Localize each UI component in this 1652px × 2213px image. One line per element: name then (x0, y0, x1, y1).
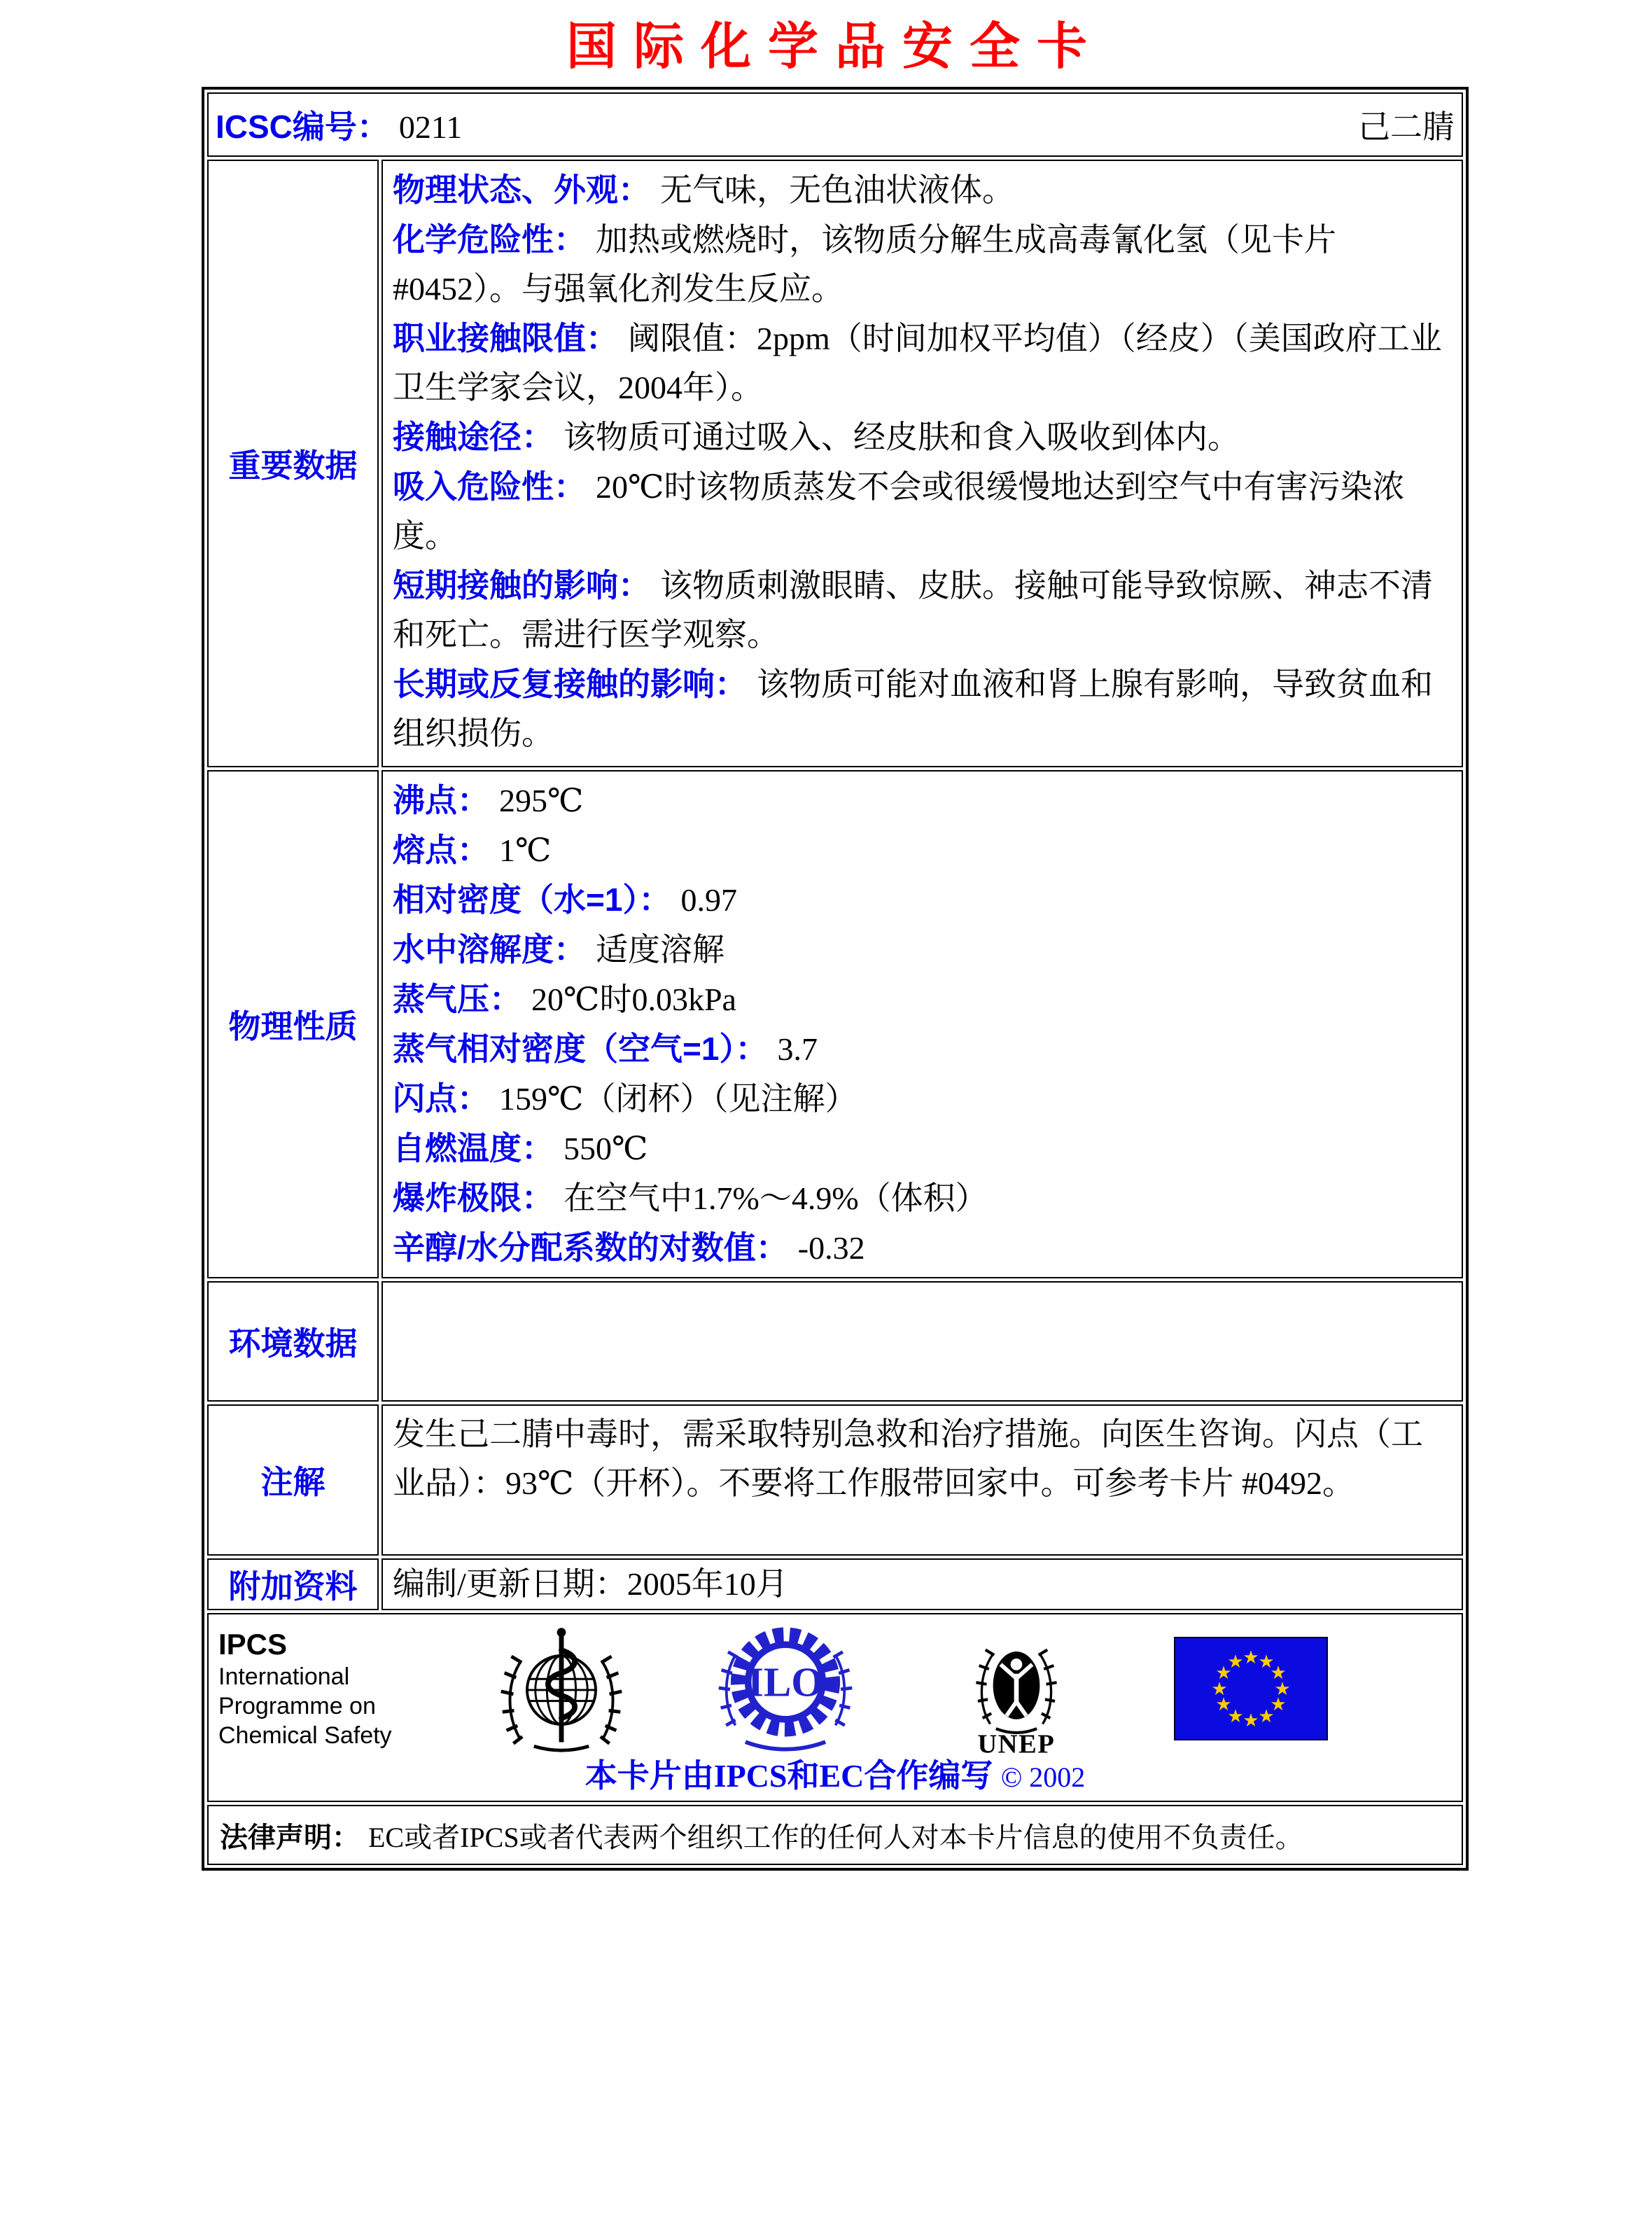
section-row-environmental-data (207, 1281, 1463, 1402)
section-label-environmental-data: 环境数据 (207, 1281, 379, 1402)
entry-label: 水中溶解度： (393, 931, 586, 968)
ilo-logo-text: ILO (747, 1659, 824, 1705)
svg-text:★: ★ (1270, 1663, 1287, 1683)
header-row (207, 92, 1463, 157)
icsc-number-group (216, 102, 462, 148)
chemical-name: 己二腈 (1358, 109, 1455, 145)
entry-line (393, 875, 1452, 925)
unep-logo-icon (911, 1620, 1121, 1757)
section-label-important-data: 重要数据 (207, 160, 379, 767)
svg-text:★: ★ (1274, 1679, 1291, 1699)
entry-text: 20℃时0.03kPa (531, 982, 736, 1017)
entry-text: 该物质可通过吸入、经皮肤和食入吸收到体内。 (564, 419, 1240, 455)
section-content-physical-properties (382, 770, 1463, 1278)
ilo-logo-icon (673, 1619, 897, 1759)
section-label-notes: 注解 (207, 1404, 379, 1556)
entry-text: 适度溶解 (596, 932, 724, 968)
svg-text:★: ★ (1227, 1652, 1244, 1672)
entry-line (393, 561, 1452, 659)
entry-label: 职业接触限值： (393, 320, 618, 356)
physical-entries (393, 776, 1452, 1273)
entry-text: 1℃ (499, 832, 552, 868)
entry-line (393, 462, 1452, 561)
entry-label: 沸点： (393, 782, 489, 818)
entry-line (393, 1173, 1452, 1223)
ipcs-line: International (218, 1663, 350, 1690)
section-label-additional-info: 附加资料 (207, 1558, 379, 1610)
svg-text:★: ★ (1242, 1710, 1259, 1731)
entry-label: 蒸气压： (393, 981, 522, 1017)
section-content-environmental-data (382, 1281, 1463, 1402)
section-row-notes (207, 1404, 1463, 1556)
entry-line (393, 412, 1452, 462)
section-content-notes: 发生己二腈中毒时，需采取特别急救和治疗措施。向医生咨询。闪点（工业品）：93℃（开杯）。不要将工作服带回家中。可参考卡片 #0492。 (382, 1404, 1463, 1556)
entry-line (393, 776, 1452, 825)
entry-text: 550℃ (564, 1131, 648, 1166)
entry-line (393, 925, 1452, 975)
entry-line (393, 1074, 1452, 1124)
legal-row (207, 1805, 1463, 1865)
entry-line (393, 1024, 1452, 1074)
section-label-physical-properties: 物理性质 (207, 770, 379, 1278)
page-title: 国际化学品安全卡 (566, 16, 1104, 76)
icsc-table (202, 87, 1469, 1871)
header-cell (207, 92, 1463, 157)
icsc-number-label: ICSC编号： (216, 109, 389, 145)
legal-text: EC或者IPCS或者代表两个组织工作的任何人对本卡片信息的使用不负责任。 (368, 1821, 1303, 1853)
entry-text: 无气味，无色油状液体。 (660, 172, 1014, 208)
entry-label: 辛醇/水分配系数的对数值： (393, 1229, 788, 1266)
entry-text: 加热或燃烧时，该物质分解生成高毒氰化氢（见卡片 #0452）。与强氧化剂发生反应。 (393, 222, 1336, 307)
cooperation-caption (218, 1757, 1452, 1796)
ipcs-line: Programme on (218, 1693, 376, 1719)
eu-flag-icon (1135, 1637, 1366, 1740)
entry-label: 蒸气相对密度（空气=1）： (393, 1031, 768, 1067)
copyright-text: © 2002 (1000, 1761, 1086, 1793)
entry-text: 159℃（闭杯）（见注解） (499, 1081, 858, 1117)
ipcs-acronym: IPCS (218, 1628, 288, 1661)
entry-label: 相对密度（水=1）： (393, 881, 671, 918)
ipcs-text-block (218, 1627, 449, 1750)
caption-text: 本卡片由IPCS和EC合作编写 (584, 1758, 993, 1794)
entry-text: 295℃ (499, 783, 584, 818)
entry-label: 熔点： (393, 832, 489, 868)
svg-text:★: ★ (1242, 1647, 1259, 1668)
icsc-card (202, 0, 1469, 1871)
svg-text:★: ★ (1215, 1694, 1232, 1715)
section-row-physical-properties (207, 770, 1463, 1278)
entry-label: 爆炸极限： (393, 1180, 554, 1216)
entry-line (393, 975, 1452, 1024)
section-content-important-data (382, 160, 1463, 767)
entry-text: 20℃时该物质蒸发不会或很缓慢地达到空气中有害污染浓度。 (393, 469, 1405, 554)
entry-label: 物理状态、外观： (393, 172, 650, 208)
entry-text: 0.97 (680, 882, 737, 918)
entry-label: 短期接触的影响： (393, 567, 650, 603)
important-entries (393, 165, 1452, 758)
logos-cell (207, 1613, 1463, 1802)
entry-label: 自燃温度： (393, 1130, 554, 1166)
svg-text:★: ★ (1227, 1706, 1244, 1726)
entry-text: 该物质刺激眼睛、皮肤。接触可能导致惊厥、神志不清和死亡。需进行医学观察。 (393, 568, 1433, 652)
logo-strip (218, 1620, 1452, 1757)
entry-text: -0.32 (797, 1230, 865, 1266)
entry-text: 阈限值：2ppm（时间加权平均值）（经皮）（美国政府工业卫生学家会议，2004年）。 (393, 321, 1442, 405)
entry-text: 在空气中1.7%～4.9%（体积） (564, 1180, 988, 1216)
ipcs-line: Chemical Safety (218, 1722, 392, 1749)
logos-row (207, 1613, 1463, 1802)
entry-line (393, 659, 1452, 758)
legal-label: 法律声明： (220, 1822, 360, 1853)
entry-label: 闪点： (393, 1080, 489, 1117)
entry-line (393, 215, 1452, 314)
svg-text:★: ★ (1215, 1663, 1232, 1683)
entry-line (393, 1124, 1452, 1173)
entry-label: 长期或反复接触的影响： (393, 666, 747, 702)
entry-label: 接触途径： (393, 419, 554, 455)
icsc-number-value: 0211 (398, 109, 463, 145)
who-logo-icon (463, 1620, 659, 1757)
svg-text:★: ★ (1270, 1694, 1287, 1715)
entry-text: 该物质可能对血液和肾上腺有影响，导致贫血和组织损伤。 (393, 666, 1433, 751)
entry-line (393, 165, 1452, 215)
svg-text:★: ★ (1211, 1679, 1228, 1699)
entry-line (393, 825, 1452, 875)
unep-logo-text: UNEP (977, 1729, 1056, 1757)
entry-line (393, 314, 1452, 412)
entry-label: 化学危险性： (393, 221, 586, 258)
entry-line (393, 1223, 1452, 1273)
entry-label: 吸入危险性： (393, 468, 586, 505)
legal-cell (207, 1805, 1463, 1865)
svg-text:★: ★ (1258, 1706, 1275, 1726)
section-row-important-data (207, 160, 1463, 767)
entry-text: 3.7 (777, 1031, 818, 1067)
section-content-additional-info: 编制/更新日期：2005年10月 (382, 1558, 1463, 1610)
svg-text:★: ★ (1258, 1652, 1275, 1672)
section-row-additional-info (207, 1558, 1463, 1610)
